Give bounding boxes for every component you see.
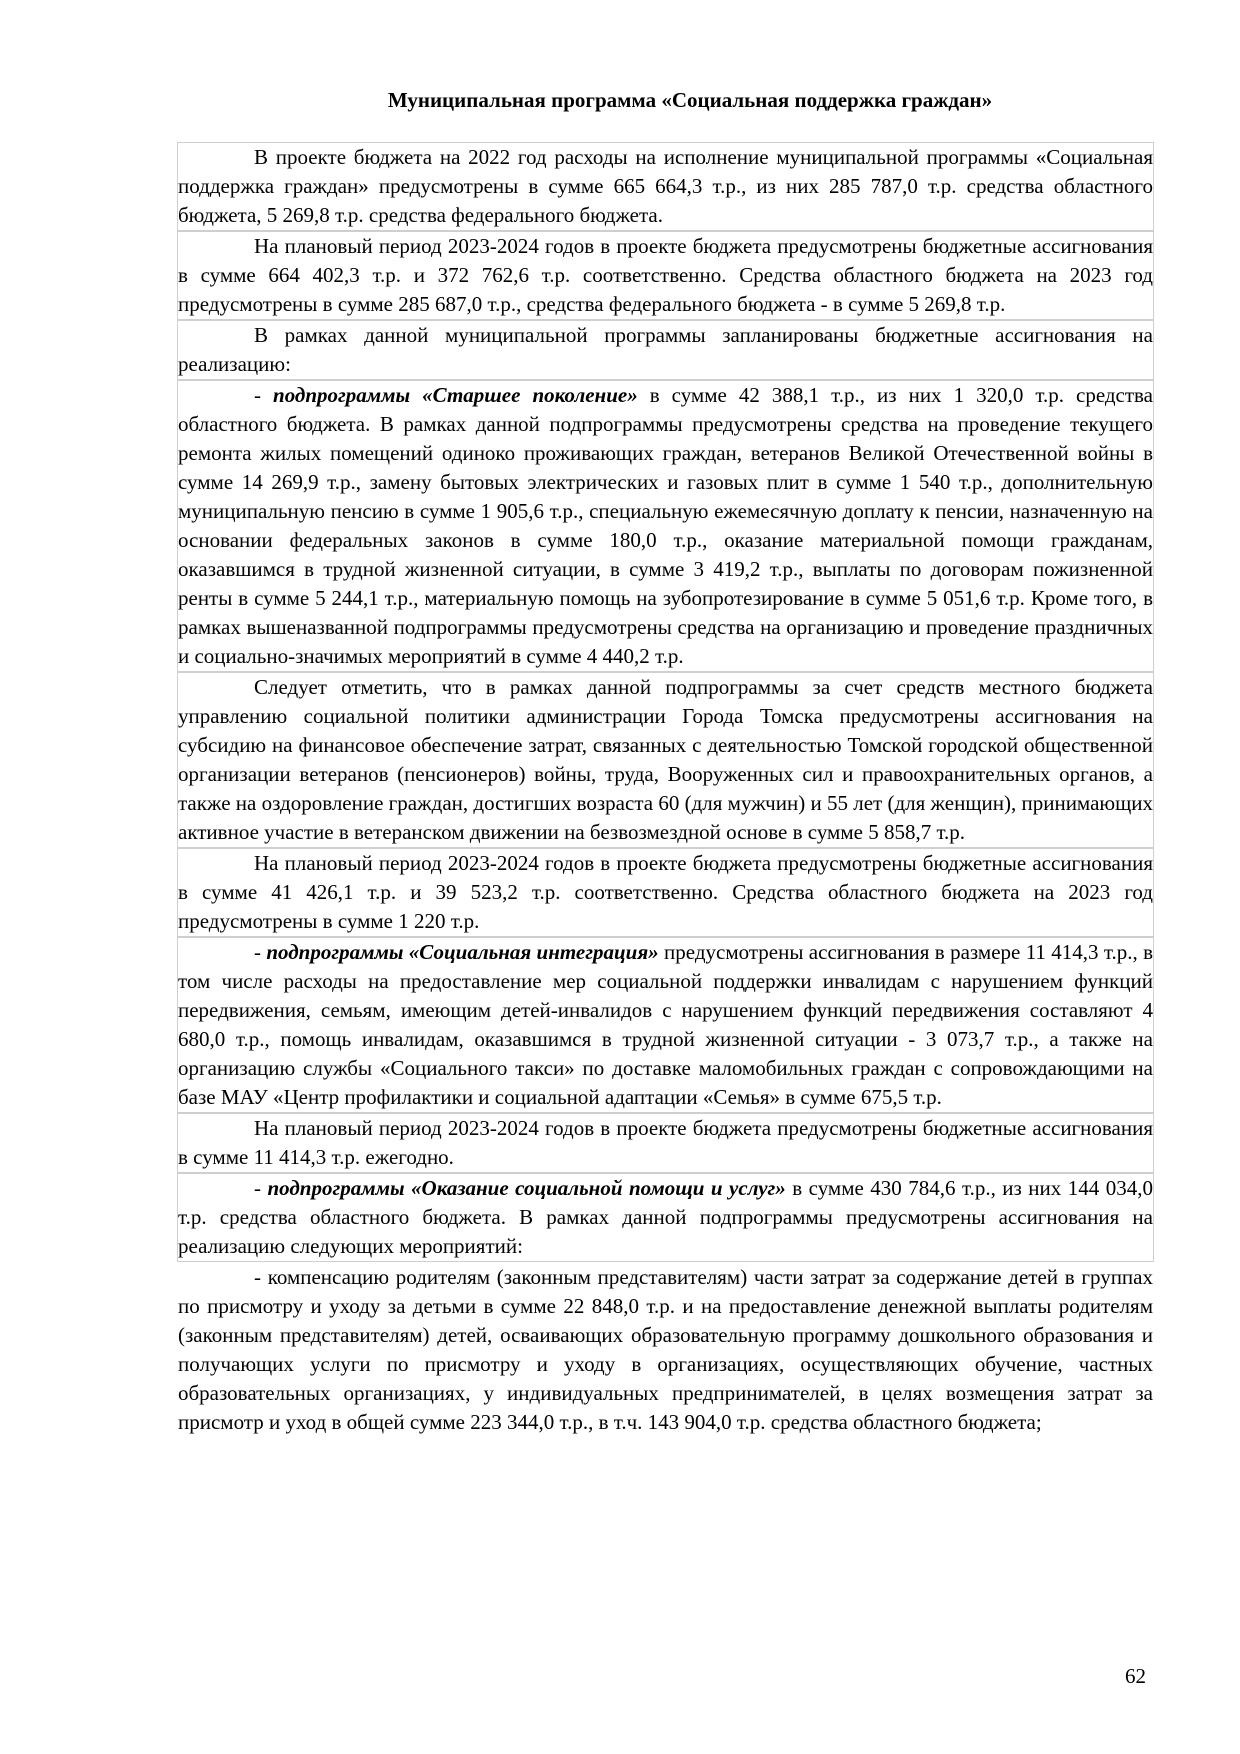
subprogram-name: подпрограммы «Старшее поколение» [273,383,638,407]
page-number: 62 [1125,1664,1146,1688]
paragraph-parent-compensation: - компенсацию родителям (законным представителям) части затрат за содержание детей в группах по присмотру и уходу за детьми в сумме 22 848,0 т.р. и на предоставление денежной выплаты родителям (законным представителям) детей, осваивающих образовательную программу дошкольного образования и получающих услуги по присмотру и уходу в организациях, осуществляющих обучение, частных образовательных организациях, у индивидуальных предпринимателей, в целях возмещения затрат за присмотр и уход в общей сумме 223 344,0 т.р., в т.ч. 143 904,0 т.р. средства областного бюджета; [178,1265,1153,1434]
paragraph-subprogram-older-generation: - подпрограммы «Старшее поколение» в сумме 42 388,1 т.р., из них 1 320,0 т.р. средства областного бюджета. В рамках данной подпрограммы предусмотрены средства на проведение текущего ремонта жилых помещений одиноко проживающих граждан, ветеранов Великой Отечественной войны в сумме 14 269,9 т.р., замену бытовых электрических и газовых плит в сумме 1 540 т.р., дополнительную муниципальную пенсию в сумме 1 905,6 т.р., специальную ежемесячную доплату к пенсии, назначенную на основании федеральных законов в сумме 180,0 т.р., оказание материальной помощи гражданам, оказавшимся в трудной жизненной ситуации, в сумме 3 419,2 т.р., выплаты по договорам пожизненной ренты в сумме 5 244,1 т.р., материальную помощь на зубопротезирование в сумме 5 051,6 т.р. Кроме того, в рамках вышеназванной подпрограммы предусмотрены средства на организацию и проведение праздничных и социально-значимых мероприятий в сумме 4 440,2 т.р. [177,380,1154,672]
subprogram-name: подпрограммы «Оказание социальной помощи и услуг» [267,1176,786,1200]
paragraph-plan-2023-2024: На плановый период 2023-2024 годов в проекте бюджета предусмотрены бюджетные ассигнования в сумме 664 402,3 т.р. и 372 762,6 т.р. соответственно. Средства областного бюджета на 2023 год предусмотрены в сумме 285 687,0 т.р., средства федерального бюджета - в сумме 5 269,8 т.р. [177,231,1154,320]
paragraph-subprogram-social-help: - подпрограммы «Оказание социальной помощи и услуг» в сумме 430 784,6 т.р., из них 144 034,0 т.р. средства областного бюджета. В рамках данной подпрограммы предусмотрены ассигнования на реализацию следующих мероприятий: [177,1173,1154,1262]
paragraph-allocations-intro: В рамках данной муниципальной программы запланированы бюджетные ассигнования на реализацию: [177,320,1154,380]
paragraph-subprogram-social-integration: - подпрограммы «Социальная интеграция» предусмотрены ассигнования в размере 11 414,3 т.р., в том числе расходы на предоставление мер социальной поддержки инвалидам с нарушением функций передвижения, семьям, имеющим детей-инвалидов с нарушением функций передвижения составляют 4 680,0 т.р., помощь инвалидам, оказавшимся в трудной жизненной ситуации - 3 073,7 т.р., а также на организацию службы «Социального такси» по доставке маломобильных граждан с сопровождающими на базе МАУ «Центр профилактики и социальной адаптации «Семья» в сумме 675,5 т.р. [177,937,1154,1113]
page-title: Муниципальная программа «Социальная поддержка граждан» [387,88,993,112]
paragraph-plan-older-generation: На плановый период 2023-2024 годов в проекте бюджета предусмотрены бюджетные ассигнования в сумме 41 426,1 т.р. и 39 523,2 т.р. соответственно. Средства областного бюджета на 2023 год предусмотрены в сумме 1 220 т.р. [177,848,1154,937]
paragraph-plan-social-integration: На плановый период 2023-2024 годов в проекте бюджета предусмотрены бюджетные ассигнования в сумме 11 414,3 т.р. ежегодно. [177,1113,1154,1173]
paragraph-veterans-subsidy: Следует отметить, что в рамках данной подпрограммы за счет средств местного бюджета управлению социальной политики администрации Города Томска предусмотрены ассигнования на субсидию на финансовое обеспечение затрат, связанных с деятельностью Томской городской общественной организации ветеранов (пенсионеров) войны, труда, Вооруженных сил и правоохранительных органов, а также на оздоровление граждан, достигших возраста 60 (для мужчин) и 55 лет (для женщин), принимающих активное участие в ветеранском движении на безвозмездной основе в сумме 5 858,7 т.р. [177,672,1154,848]
paragraph-budget-2022: В проекте бюджета на 2022 год расходы на исполнение муниципальной программы «Социальная поддержка граждан» предусмотрены в сумме 665 664,3 т.р., из них 285 787,0 т.р. средства областного бюджета, 5 269,8 т.р. средства федерального бюджета. [177,142,1154,231]
subprogram-name: подпрограммы «Социальная интеграция» [266,940,659,964]
document-body [177,142,1154,1438]
